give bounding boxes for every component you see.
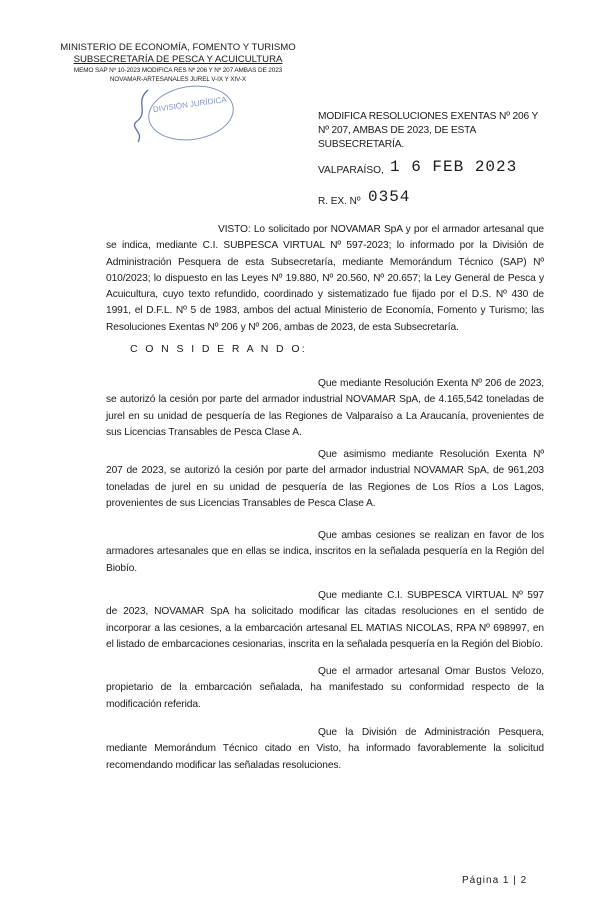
reference-line-2: NOVAMAR-ARTESANALES JUREL V-IX Y XIV-X	[109, 76, 247, 83]
considerando-heading: C O N S I D E R A N D O:	[130, 343, 308, 355]
division-juridica-stamp	[145, 80, 238, 145]
subsecretaria-name: SUBSECRETARÍA DE PESCA Y ACUICULTURA	[73, 54, 283, 65]
considerando-paragraph-4: Que mediante C.I. SUBPESCA VIRTUAL Nº 597 de 2023, NOVAMAR SpA ha solicitado modificar las citadas resoluciones en el sentido de incorporar a las cesiones, a la embarcación artesanal EL MATIAS NICOLAS, RPA Nº 698997, en el listado de embarcaciones cesionarias, inscrita en la señalada pesquería en la Región del Biobío.	[106, 590, 544, 650]
considerando-paragraph-1: Que mediante Resolución Exenta Nº 206 de 2023, se autorizó la cesión por parte del armador industrial NOVAMAR SpA, de 4.165,542 toneladas de jurel en su unidad de pesquería de las Regiones de Valparaíso a La Araucanía, provenientes de sus Licencias Transables de Pesca Clase A.	[106, 378, 544, 438]
resolution-number: 0354	[368, 188, 411, 206]
resolution-date: 1 6 FEB 2023	[390, 158, 518, 176]
considerando-paragraph-5: Que el armador artesanal Omar Bustos Velozo, propietario de la embarcación señalada, ha manifestado su conformidad respecto de la modificación referida.	[106, 666, 544, 710]
considerando-paragraph-6: Que la División de Administración Pesquera, mediante Memorándum Técnico citado en Visto, ha informado favorablemente la solicitud recomendando modificar las señaladas resoluciones.	[106, 727, 544, 771]
resolution-number-label: R. EX. Nº	[318, 196, 361, 207]
considerando-paragraph-3: Que ambas cesiones se realizan en favor de los armadores artesanales que en ellas se indica, inscritos en la señalada pesquería en la Región del Biobío.	[106, 530, 544, 574]
resolution-subject: MODIFICA RESOLUCIONES EXENTAS Nº 206 Y Nº 207, AMBAS DE 2023, DE ESTA SUBSECRETARÍA.	[318, 111, 538, 150]
considerando-paragraph-2: Que asimismo mediante Resolución Exenta Nº 207 de 2023, se autorizó la cesión por parte del armador industrial NOVAMAR SpA, de 961,203 toneladas de jurel en su unidad de pesquería de las Regiones de Los Ríos a Los Lagos, provenientes de sus Licencias Transables de Pesca Clase A.	[106, 449, 544, 509]
letterhead	[58, 42, 298, 84]
ministry-name: MINISTERIO DE ECONOMÍA, FOMENTO Y TURISMO	[60, 42, 296, 53]
visto-paragraph: VISTO: Lo solicitado por NOVAMAR SpA y por el armador artesanal que se indica, mediante C.I. SUBPESCA VIRTUAL Nº 597-2023; lo informado por la División de Administración Pesquera de esta Subsecretaría, mediante Memorándum Técnico (SAP) Nº 010/2023; lo dispuesto en las Leyes Nº 19.880, Nº 20.560, Nº 20.657; la Ley General de Pesca y Acuicultura, cuyo texto refundido, coordinado y sistematizado fue fijado por el D.S. Nº 430 de 1991, el D.F.L. Nº 5 de 1983, ambos del actual Ministerio de Economía, Fomento y Turismo; las Resoluciones Exentas Nº 206 y Nº 206, ambas de 2023, de esta Subsecretaría.	[106, 224, 544, 333]
reference-line: MEMO SAP Nº 10-2023 MODIFICA RES Nº 206 Y Nº 207 AMBAS DE 2023	[73, 67, 283, 74]
place-label: VALPARAÍSO,	[318, 165, 384, 176]
page-number: Página 1 | 2	[462, 875, 528, 886]
stamp-text: DIVISIÓN JURÍDICA	[152, 94, 228, 115]
